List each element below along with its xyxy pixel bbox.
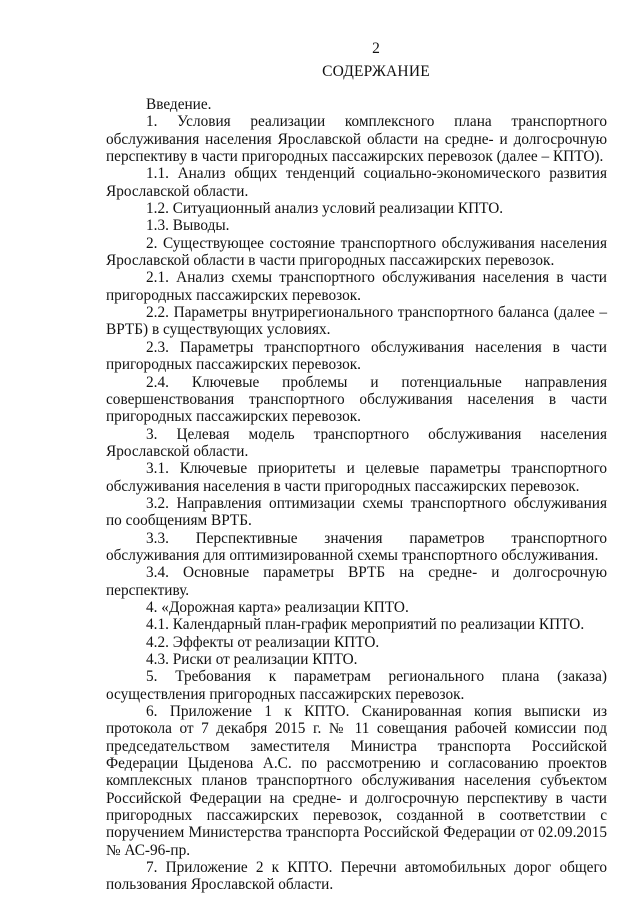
toc-entry-3-3: 3.3. Перспективные значения параметров транспортного обслуживания для оптимизированной схемы транспортного обслуживания.	[106, 529, 607, 564]
toc-entry-4-2: 4.2. Эффекты от реализации КПТО.	[146, 633, 380, 651]
toc-entry-3-2: 3.2. Направления оптимизации схемы транспортного обслуживания по сообщениям ВРТБ.	[106, 494, 607, 530]
toc-entry-7: 7. Приложение 2 к КПТО. Перечни автомобильных дорог общего пользования Ярославской области.	[106, 859, 607, 894]
toc-entry-3-4: 3.4. Основные параметры ВРТБ на средне- и долгосрочную перспективу.	[106, 564, 607, 599]
table-of-contents	[106, 96, 607, 894]
toc-entry-introduction: Введение.	[146, 96, 212, 113]
toc-entry-1-2: 1.2. Ситуационный анализ условий реализации КПТО.	[146, 200, 504, 218]
toc-entry-4-3: 4.3. Риски от реализации КПТО.	[146, 651, 358, 668]
toc-entry-2-1: 2.1. Анализ схемы транспортного обслуживания населения в части пригородных пассажирских перевозок.	[106, 269, 607, 304]
toc-entry-3-1: 3.1. Ключевые приоритеты и целевые параметры транспортного обслуживания населения в части пригородных пассажирских перевозок.	[106, 460, 607, 495]
toc-entry-2-3: 2.3. Параметры транспортного обслуживания населения в части пригородных пассажирских перевозок.	[106, 338, 607, 374]
toc-entry-1: 1. Условия реализации комплексного плана транспортного обслуживания населения Ярославской области на средне- и долгосрочную перспективу в части пригородных пассажирских перевозок (далее – КПТО).	[106, 113, 607, 166]
toc-entry-2-2: 2.2. Параметры внутрирегионального транспортного баланса (далее – ВРТБ) в существующих условиях.	[106, 304, 607, 339]
toc-entry-6: 6. Приложение 1 к КПТО. Сканированная копия выписки из протокола от 7 декабря 2015 г. № 11 совещания рабочей комиссии под председательством заместителя Министра транспорта Российской Федерации Цыденова А.С. по рассмотрению и согласованию проектов комплексных планов транспортного обслуживания населения субъектом Российской Федерации на средне- и долгосрочную перспективу в части пригородных пассажирских перевозок, созданной в соответствии с поручением Министерства транспорта Российской Федерации от 02.09.2015 № АС-96-пр.	[106, 703, 607, 859]
toc-entry-4: 4. «Дорожная карта» реализации КПТО.	[146, 598, 409, 616]
page-title: СОДЕРЖАНИЕ	[322, 63, 430, 80]
toc-entry-1-1: 1.1. Анализ общих тенденций социально-экономического развития Ярославской области.	[106, 165, 607, 200]
toc-entry-5: 5. Требования к параметрам регионального плана (заказа) осуществления пригородных пассажирских перевозок.	[106, 668, 607, 703]
toc-entry-1-3: 1.3. Выводы.	[146, 217, 230, 235]
toc-entry-3: 3. Целевая модель транспортного обслуживания населения Ярославской области.	[106, 425, 607, 460]
toc-entry-4-1: 4.1. Календарный план-график мероприятий по реализации КПТО.	[146, 616, 585, 634]
toc-entry-2-4: 2.4. Ключевые проблемы и потенциальные направления совершенствования транспортного обслуживания населения в части пригородных пассажирских перевозок.	[106, 373, 607, 426]
toc-entry-2: 2. Существующее состояние транспортного обслуживания населения Ярославской области в части пригородных пассажирских перевозок.	[106, 234, 607, 270]
page-number: 2	[372, 40, 380, 57]
